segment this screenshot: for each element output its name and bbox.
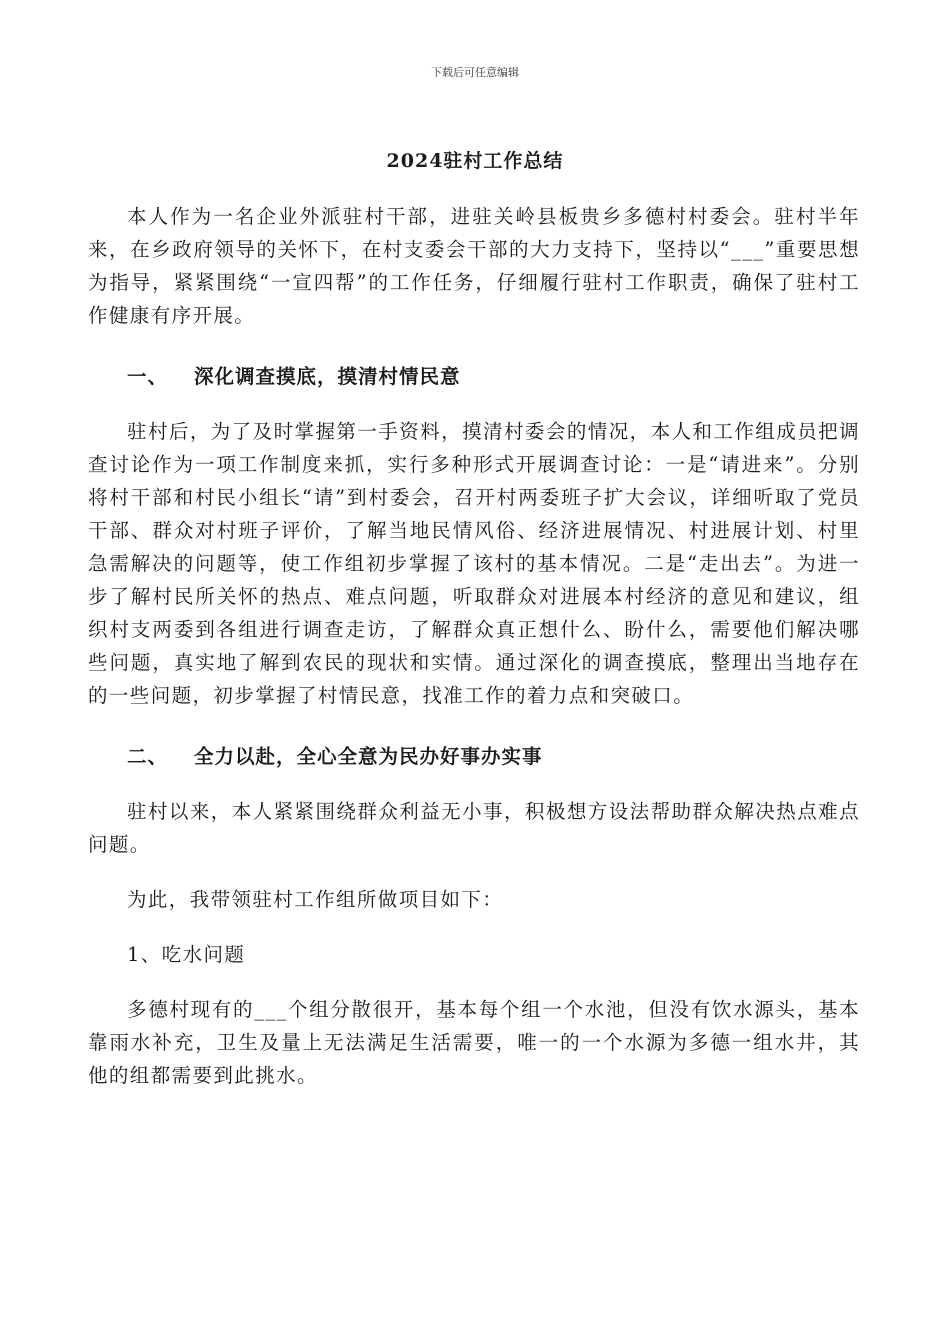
document-title: 2024驻村工作总结 <box>386 150 564 172</box>
item-1-title: 1、吃水问题 <box>127 943 246 966</box>
section-heading-1 <box>88 360 860 393</box>
header-note: 下载后可任意编辑 <box>431 66 519 79</box>
section-title-2: 全力以赴，全心全意为民办好事办实事 <box>194 745 543 768</box>
section-title-1: 深化调查摸底，摸清村情民意 <box>194 365 461 388</box>
section-number-1: 一、 <box>127 365 169 388</box>
intro-paragraph: 本人作为一名企业外派驻村干部，进驻关岭县板贵乡多德村村委会。驻村半年来，在乡政府领导的关怀下，在村支委会干部的大力支持下，坚持以“___”重要思想为指导，紧紧围绕“一宣四帮”的工作任务，仔细履行驻村工作职责，确保了驻村工作健康有序开展。 <box>88 205 860 327</box>
section-number-2: 二、 <box>127 745 169 768</box>
section-1-paragraph: 驻村后，为了及时掌握第一手资料，摸清村委会的情况，本人和工作组成员把调查讨论作为一项工作制度来抓，实行多种形式开展调查讨论：一是“请进来”。分别将村干部和村民小组长“请”到村委会，召开村两委班子扩大会议，详细听取了党员干部、群众对村班子评价，了解当地民情风俗、经济进展情况、村进展计划、村里急需解决的问题等，使工作组初步掌握了该村的基本情况。二是“走出去”。为进一步了解村民所关怀的热点、难点问题，听取群众对进展本村经济的意见和建议，组织村支两委到各组进行调查走访，了解群众真正想什么、盼什么，需要他们解决哪些问题，真实地了解到农民的现状和实情。通过深化的调查摸底，整理出当地存在的一些问题，初步掌握了村情民意，找准工作的着力点和突破口。 <box>88 420 860 707</box>
document-body <box>88 200 860 1092</box>
section-2-paragraph-2: 为此，我带领驻村工作组所做项目如下： <box>127 888 504 911</box>
item-1-paragraph: 多德村现有的___个组分散很开，基本每个组一个水池，但没有饮水源头，基本靠雨水补充，卫生及量上无法满足生活需要，唯一的一个水源为多德一组水井，其他的组都需要到此挑水。 <box>88 998 860 1087</box>
section-heading-2 <box>88 740 860 773</box>
section-2-paragraph-1: 驻村以来，本人紧紧围绕群众利益无小事，积极想方设法帮助群众解决热点难点问题。 <box>88 800 860 856</box>
